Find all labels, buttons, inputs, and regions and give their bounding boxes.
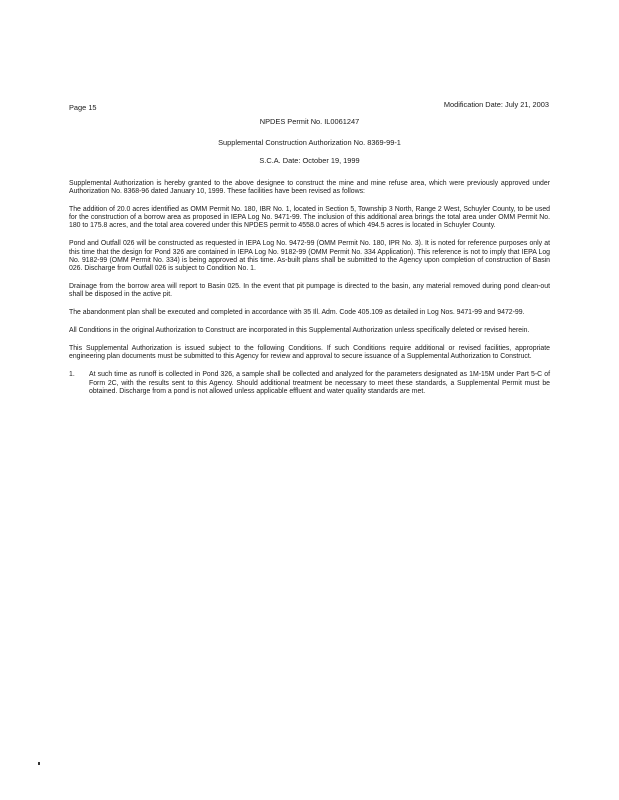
condition-number: 1. <box>69 371 75 379</box>
paragraph-drainage: Drainage from the borrow area will report to Basin 025. In the event that pit pumpage is directed to the basin, any material removed during pond clean-out shall be disposed in the active pit. <box>69 282 550 298</box>
sca-number-title: Supplemental Construction Authorization No. 8369-99-1 <box>218 138 401 147</box>
paragraph-addition: The addition of 20.0 acres identified as OMM Permit No. 180, IBR No. 1, located in Section 5, Township 3 North, Range 2 West, Schuyler County, to be used for the construction of a borrow area as proposed in IEPA Log No. 9471-99. The inclusion of this additional area brings the total area under OMM Permit No. 180 to 175.8 acres, and the total area covered under this NPDES permit to 4558.0 acres of which 494.5 acres is located in Schuyler County. <box>69 206 550 230</box>
condition-text: At such time as runoff is collected in Pond 326, a sample shall be collected and analyzed for the parameters designated as 1M-15M under Part 5-C of Form 2C, with the results sent to this Agency. Should additional treatment be necessary to meet these standards, a Supplemental Permit must be obtained. Discharge from a pond is not allowed unless applicable effluent and water quality standards are met. <box>89 371 550 395</box>
scan-speck <box>38 762 40 765</box>
condition-item <box>69 371 550 395</box>
page-header <box>69 100 549 114</box>
page-number: Page 15 <box>69 103 97 112</box>
paragraph-pond-outfall: Pond and Outfall 026 will be constructed as requested in IEPA Log No. 9472-99 (OMM Permit No. 180, IPR No. 3). It is noted for reference purposes only at this time that the design for Pond 326 are contained in IEPA Log No. 9182-99 (OMM Permit No. 334 Application). This reference is not to imply that IEPA Log No. 9182-99 (OMM Permit No. 334) is being approved at this time. As-built plans shall be submitted to the Agency upon completion of construction of Basin 026. Discharge from Outfall 026 is subject to Condition No. 1. <box>69 240 550 272</box>
sca-date-title: S.C.A. Date: October 19, 1999 <box>259 156 360 165</box>
paragraph-authorization: Supplemental Authorization is hereby granted to the above designee to construct the mine and mine refuse area, which were previously approved under Authorization No. 8368-96 dated January 10, 1999. These facilities have been revised as follows: <box>69 180 550 196</box>
paragraph-conditions-intro: This Supplemental Authorization is issued subject to the following Conditions. If such Conditions require additional or revised facilities, appropriate engineering plan documents must be submitted to this Agency for review and approval to secure issuance of a Supplemental Authorization to Construct. <box>69 345 550 361</box>
modification-date: Modification Date: July 21, 2003 <box>443 100 549 109</box>
document-body <box>69 180 550 396</box>
permit-number-title: NPDES Permit No. IL0061247 <box>259 117 360 126</box>
paragraph-abandonment: The abandonment plan shall be executed and completed in accordance with 35 Ill. Adm. Code 405.109 as detailed in Log Nos. 9471-99 and 9472-99. <box>69 309 525 317</box>
paragraph-original-conditions: All Conditions in the original Authorization to Construct are incorporated in this Supplemental Authorization unless specifically deleted or revised herein. <box>69 327 530 335</box>
